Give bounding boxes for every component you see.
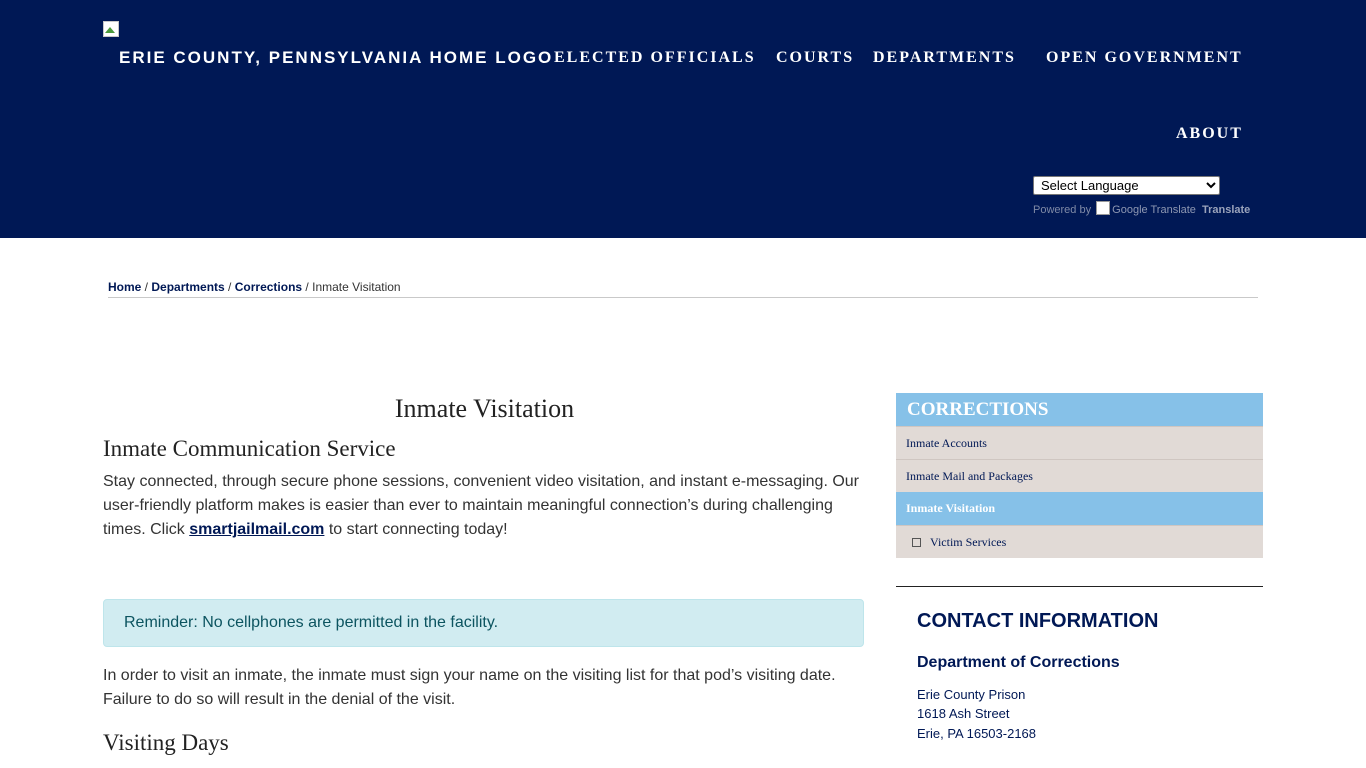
subpage-icon: [912, 538, 921, 547]
nav-courts[interactable]: COURTS: [776, 49, 855, 66]
breadcrumb-home[interactable]: Home: [108, 280, 142, 294]
sidebar-item-victim-services[interactable]: [896, 525, 1263, 558]
sidebar-item-inmate-accounts[interactable]: Inmate Accounts: [896, 426, 1263, 459]
communication-service-text: [103, 470, 873, 542]
breadcrumb-separator: /: [224, 280, 235, 294]
contact-department-name: Department of Corrections: [917, 654, 1120, 671]
nav-open-government[interactable]: OPEN GOVERNMENT: [1046, 49, 1243, 66]
text-fragment: to start connecting today!: [324, 521, 508, 538]
text-line: Stay connected, through secure phone sessions, convenient video visitation, and instant e-messaging. Our: [103, 473, 860, 490]
contact-address-line: 1618 Ash Street: [917, 706, 1010, 721]
breadcrumb-corrections[interactable]: Corrections: [234, 280, 303, 294]
text-fragment: times. Click: [103, 521, 190, 538]
home-logo-link[interactable]: ERIE COUNTY, PENNSYLVANIA HOME LOGO: [119, 48, 554, 67]
text-line: In order to visit an inmate, the inmate must sign your name on the visiting list for that pod’s visiting date.: [103, 667, 836, 684]
breadcrumb-departments[interactable]: Departments: [151, 280, 225, 294]
google-translate-attribution: [1033, 201, 1250, 216]
contact-address-line: Erie, PA 16503-2168: [917, 726, 1037, 741]
nav-about[interactable]: ABOUT: [1176, 125, 1243, 142]
translate-link[interactable]: Translate: [1202, 204, 1251, 216]
google-translate-alt-text: Google Translate: [1112, 204, 1196, 216]
page-title: Inmate Visitation: [394, 394, 575, 423]
breadcrumb-divider: [108, 297, 1258, 298]
text-line: [103, 518, 873, 542]
breadcrumb-separator: /: [141, 280, 152, 294]
text-line: Failure to do so will result in the denial of the visit.: [103, 691, 456, 708]
breadcrumb-current: Inmate Visitation: [312, 280, 401, 294]
contact-address-line: Erie County Prison: [917, 687, 1026, 702]
powered-by-label: Powered by: [1033, 204, 1092, 216]
sidebar-item-label: Victim Services: [930, 535, 1007, 549]
sidebar-item-inmate-mail[interactable]: Inmate Mail and Packages: [896, 459, 1263, 492]
county-logo-icon[interactable]: [103, 21, 119, 37]
smartjailmail-link[interactable]: smartjailmail.com: [189, 521, 325, 538]
communication-service-heading: Inmate Communication Service: [103, 436, 396, 461]
sidebar-title: CORRECTIONS: [896, 393, 1263, 426]
broken-image-icon: [105, 27, 115, 33]
breadcrumb: [108, 280, 401, 294]
nav-elected-officials[interactable]: ELECTED OFFICIALS: [554, 49, 756, 66]
site-header: [0, 0, 1366, 238]
language-select[interactable]: [1033, 176, 1220, 195]
reminder-alert: Reminder: No cellphones are permitted in the facility.: [103, 599, 864, 647]
sidebar-item-inmate-visitation[interactable]: Inmate Visitation: [896, 492, 1263, 525]
visiting-requirements-text: [103, 664, 873, 712]
nav-departments[interactable]: DEPARTMENTS: [873, 49, 1016, 66]
breadcrumb-separator: /: [302, 280, 313, 294]
text-line: user-friendly platform makes is easier than ever to maintain meaningful connection’s during challenging: [103, 497, 833, 514]
contact-information-heading: CONTACT INFORMATION: [917, 610, 1159, 632]
google-translate-logo-icon: [1096, 201, 1110, 215]
visiting-days-heading: Visiting Days: [103, 730, 229, 755]
sidebar-divider: [896, 586, 1263, 587]
